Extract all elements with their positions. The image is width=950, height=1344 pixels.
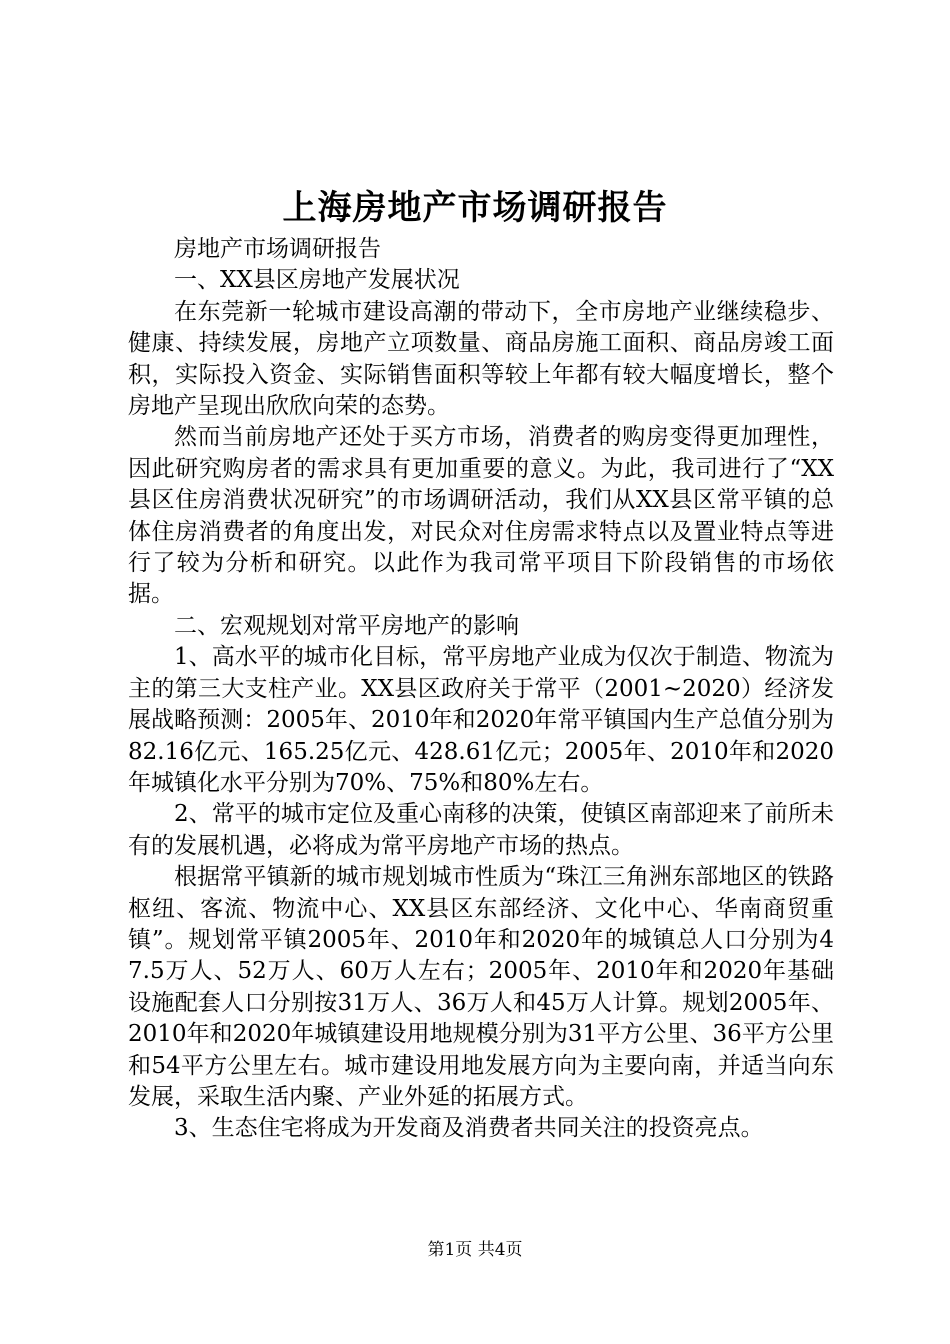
document-body — [128, 234, 834, 1145]
paragraph: 根据常平镇新的城市规划城市性质为“珠江三角洲东部地区的铁路枢纽、客流、物流中心、XX县区东部经济、文化中心、华南商贸重镇”。规划常平镇2005年、2010年和2020年的城镇总人口分别为47.5万人、52万人、60万人左右；2005年、2010年和2020年基础设施配套人口分别按31万人、36万人和45万人计算。规划2005年、2010年和2020年城镇建设用地规模分别为31平方公里、36平方公里和54平方公里左右。城市建设用地发展方向为主要向南，并适当向东发展，采取生活内聚、产业外延的拓展方式。 — [128, 864, 834, 1110]
paragraph: 2、常平的城市定位及重心南移的决策，使镇区南部迎来了前所未有的发展机遇，必将成为常平房地产市场的热点。 — [128, 801, 834, 859]
paragraph: 在东莞新一轮城市建设高潮的带动下，全市房地产业继续稳步、健康、持续发展，房地产立项数量、商品房施工面积、商品房竣工面积，实际投入资金、实际销售面积等较上年都有较大幅度增长，整个房地产呈现出欣欣向荣的态势。 — [128, 298, 834, 420]
paragraph: 然而当前房地产还处于买方市场，消费者的购房变得更加理性，因此研究购房者的需求具有更加重要的意义。为此，我司进行了“XX县区住房消费状况研究”的市场调研活动，我们从XX县区常平镇的总体住房消费者的角度出发，对民众对住房需求特点以及置业特点等进行了较为分析和研究。以此作为我司常平项目下阶段销售的市场依据。 — [128, 424, 834, 608]
page-footer: 第1页 共4页 — [427, 1240, 523, 1260]
section-heading-2: 二、宏观规划对常平房地产的影响 — [174, 612, 519, 639]
paragraph: 1、高水平的城市化目标，常平房地产业成为仅次于制造、物流为主的第三大支柱产业。XX县区政府关于常平（2001~2020）经济发展战略预测：2005年、2010年和2020年常平镇国内生产总值分别为82.16亿元、165.25亿元、428.61亿元；2005年、2010年和2020年城镇化水平分别为70%、75%和80%左右。 — [128, 644, 834, 796]
document-title: 上海房地产市场调研报告 — [282, 188, 668, 228]
section-heading-1: 一、XX县区房地产发展状况 — [174, 267, 460, 294]
paragraph: 3、生态住宅将成为开发商及消费者共同关注的投资亮点。 — [174, 1115, 764, 1142]
paragraph-subtitle: 房地产市场调研报告 — [174, 236, 381, 262]
